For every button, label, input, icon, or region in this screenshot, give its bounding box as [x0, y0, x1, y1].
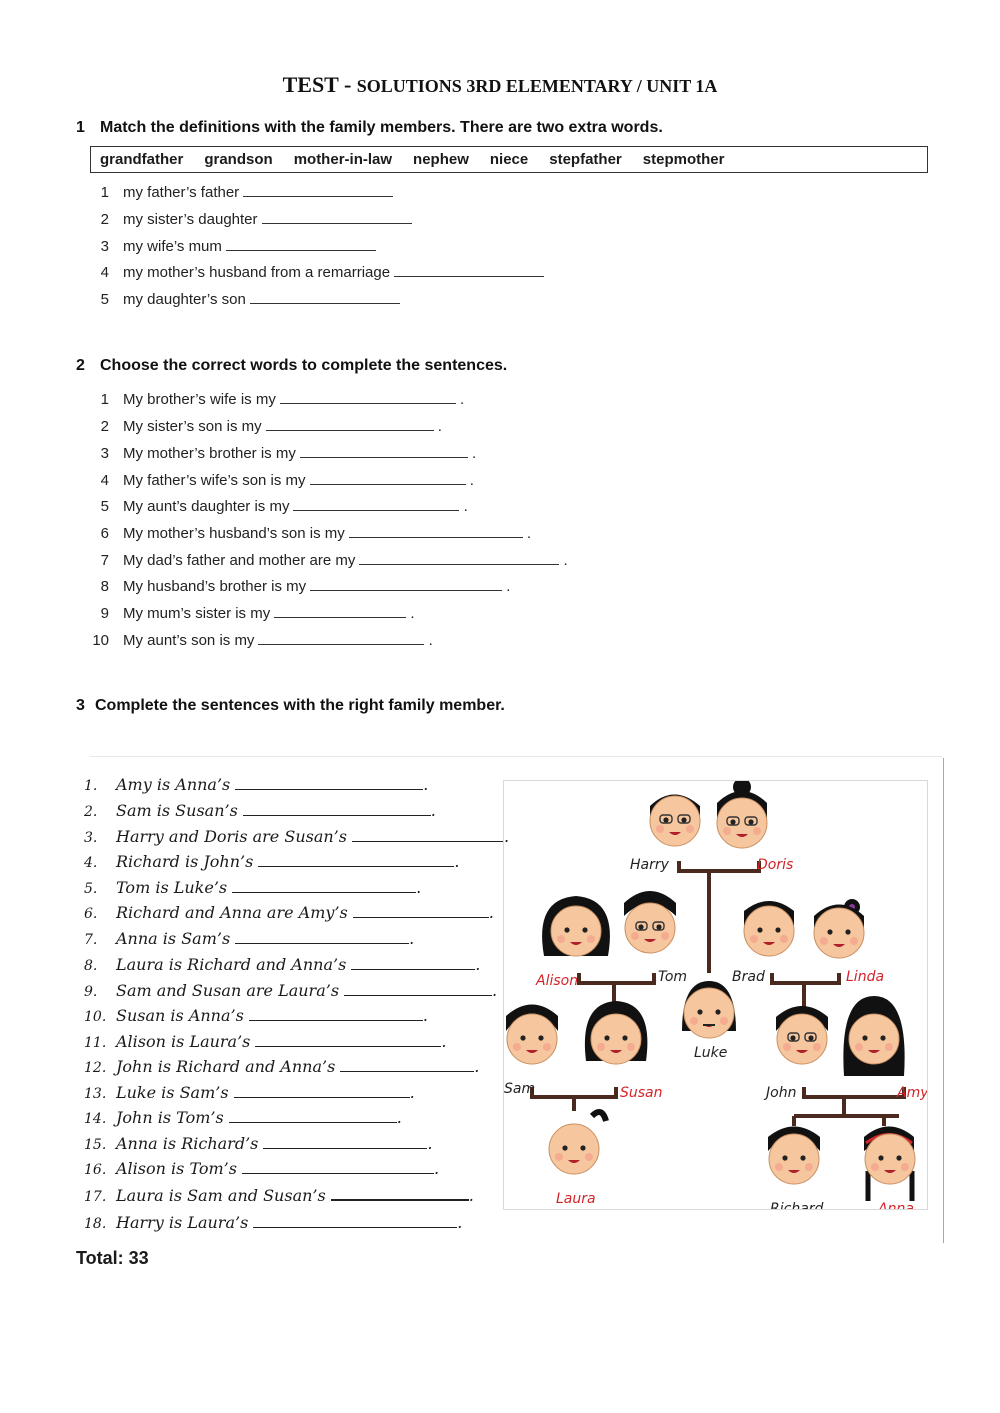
answer-blank[interactable]	[274, 605, 406, 618]
section2-number: 2	[76, 357, 85, 374]
section1-instruction: Match the definitions with the family members. There are two extra words.	[100, 119, 663, 136]
answer-blank[interactable]	[242, 1161, 434, 1174]
answer-blank[interactable]	[331, 1187, 469, 1201]
answer-blank[interactable]	[280, 391, 456, 404]
word-bank-item: grandson	[204, 151, 273, 168]
item-text: Anna is Richard’s	[116, 1134, 259, 1153]
item-number: 5	[100, 498, 109, 515]
title-sub: SOLUTIONS 3RD ELEMENTARY / UNIT 1A	[356, 76, 718, 96]
portrait-sam	[506, 1005, 558, 1065]
name-label: Susan	[620, 1085, 663, 1101]
item-number: 13.	[84, 1086, 107, 1102]
answer-blank[interactable]	[340, 1059, 474, 1072]
s3-item: 8. Laura is Richard and Anna’s .	[84, 955, 481, 974]
s3-item: 16. Alison is Tom’s .	[84, 1159, 440, 1178]
s3-item: 7. Anna is Sam’s .	[84, 929, 415, 948]
item-text: Laura is Richard and Anna’s	[116, 955, 347, 974]
item-number: 10	[92, 632, 109, 649]
word-bank-item: nephew	[413, 151, 469, 168]
word-bank-item: stepfather	[549, 151, 622, 168]
s2-item: 4 My father’s wife’s son is my .	[76, 472, 474, 489]
name-label: Amy	[897, 1085, 927, 1101]
item-number: 5.	[84, 881, 98, 897]
item-text: My mother’s brother is my	[123, 445, 296, 462]
name-label: Doris	[757, 857, 794, 873]
item-number: 14.	[84, 1111, 107, 1127]
item-text: Amy is Anna’s	[116, 775, 231, 794]
item-text: Sam is Susan’s	[116, 801, 238, 820]
word-bank-item: mother-in-law	[293, 151, 393, 168]
item-text: Luke is Sam’s	[116, 1083, 229, 1102]
item-text: Sam and Susan are Laura’s	[116, 981, 340, 1000]
s3-item: 9. Sam and Susan are Laura’s .	[84, 981, 498, 1000]
name-label: Harry	[630, 857, 669, 873]
answer-blank[interactable]	[263, 1136, 427, 1149]
item-number: 7	[100, 552, 109, 569]
word-bank-item: niece	[489, 151, 529, 168]
s3-item: 15. Anna is Richard’s .	[84, 1134, 433, 1153]
answer-blank[interactable]	[232, 880, 416, 893]
answer-blank[interactable]	[258, 854, 454, 867]
name-label: Linda	[846, 969, 885, 985]
item-number: 15.	[84, 1137, 107, 1153]
portrait-anna	[864, 1127, 915, 1202]
item-text: My father’s wife’s son is my	[123, 472, 306, 489]
item-number: 7.	[84, 932, 98, 948]
answer-blank[interactable]	[351, 957, 475, 970]
s3-item: 10. Susan is Anna’s .	[84, 1006, 428, 1025]
page-title	[0, 72, 1000, 98]
item-number: 11.	[84, 1035, 107, 1051]
s3-item: 17. Laura is Sam and Susan’s .	[84, 1186, 474, 1205]
item-number: 9.	[84, 984, 98, 1000]
item-text: my wife’s mum	[123, 238, 222, 255]
s2-item: 9 My mum’s sister is my .	[76, 605, 415, 622]
item-number: 2	[100, 418, 109, 435]
portrait-doris	[717, 781, 767, 848]
item-text: Susan is Anna’s	[116, 1006, 244, 1025]
s1-item	[76, 184, 393, 201]
item-text: my sister’s daughter	[123, 211, 258, 228]
item-number: 3	[100, 445, 109, 462]
answer-blank[interactable]	[349, 525, 523, 538]
name-label: Brad	[732, 969, 765, 985]
item-number: 12.	[84, 1060, 107, 1076]
answer-blank[interactable]	[258, 632, 424, 645]
word-bank	[90, 146, 928, 173]
name-label: Alison	[536, 973, 579, 989]
s3-item: 18. Harry is Laura’s .	[84, 1213, 463, 1232]
item-number: 16.	[84, 1162, 107, 1178]
s2-item: 8 My husband’s brother is my .	[76, 578, 510, 595]
answer-blank[interactable]	[253, 1215, 457, 1228]
portrait-john	[776, 1006, 828, 1064]
portrait-alison	[542, 896, 610, 956]
item-number: 2	[100, 211, 109, 228]
section1-heading	[76, 119, 663, 137]
s3-item: 5. Tom is Luke’s .	[84, 878, 422, 897]
s2-item: 1 My brother’s wife is my .	[76, 391, 464, 408]
s3-item: 12. John is Richard and Anna’s .	[84, 1057, 480, 1076]
s2-item: 7 My dad’s father and mother are my .	[76, 552, 568, 569]
word-bank-item: stepmother	[642, 151, 725, 168]
section3-heading	[76, 697, 505, 715]
item-text: Laura is Sam and Susan’s	[116, 1186, 326, 1205]
title-main: TEST -	[282, 72, 357, 97]
answer-blank[interactable]	[249, 1008, 423, 1021]
s2-item: 6 My mother’s husband’s son is my .	[76, 525, 531, 542]
section3-instruction: Complete the sentences with the right family member.	[95, 697, 505, 714]
answer-blank[interactable]	[250, 291, 400, 304]
family-tree	[504, 781, 927, 1209]
name-label: Laura	[556, 1191, 596, 1207]
s2-item: 10 My aunt’s son is my .	[76, 632, 433, 649]
item-number: 3.	[84, 830, 98, 846]
section1-number: 1	[76, 119, 85, 136]
s3-item: 13. Luke is Sam’s .	[84, 1083, 415, 1102]
answer-blank[interactable]	[235, 777, 423, 790]
item-number: 3	[100, 238, 109, 255]
s3-item: 3. Harry and Doris are Susan’s .	[84, 827, 510, 846]
s3-item: 6. Richard and Anna are Amy’s .	[84, 903, 494, 922]
family-tree-frame	[503, 780, 928, 1210]
item-text: My husband’s brother is my	[123, 578, 307, 595]
item-number: 17.	[84, 1189, 107, 1205]
total-score: Total: 33	[76, 1248, 149, 1268]
name-label: Sam	[504, 1081, 536, 1097]
name-label: Anna	[878, 1201, 914, 1209]
s1-item	[76, 291, 400, 308]
item-text: My aunt’s son is my	[123, 632, 255, 649]
s2-item: 3 My mother’s brother is my .	[76, 445, 476, 462]
item-text: my father’s father	[123, 184, 240, 201]
answer-blank[interactable]	[394, 264, 544, 277]
section2-heading	[76, 357, 507, 375]
item-text: my mother’s husband from a remarriage	[123, 264, 391, 281]
s1-item	[76, 238, 376, 255]
item-number: 5	[100, 291, 109, 308]
item-text: My brother’s wife is my	[123, 391, 276, 408]
s3-item: 1. Amy is Anna’s .	[84, 775, 429, 794]
item-text: Anna is Sam’s	[116, 929, 231, 948]
portrait-amy	[843, 996, 904, 1076]
portrait-richard	[768, 1127, 820, 1185]
answer-blank[interactable]	[352, 829, 504, 842]
portrait-linda	[814, 899, 864, 958]
answer-blank[interactable]	[266, 418, 434, 431]
portrait-tom	[624, 891, 676, 953]
item-number: 6	[100, 525, 109, 542]
s3-item: 2. Sam is Susan’s .	[84, 801, 436, 820]
answer-blank[interactable]	[359, 552, 559, 565]
item-text: Harry and Doris are Susan’s	[116, 827, 347, 846]
item-text: Richard is John’s	[116, 852, 254, 871]
divider	[90, 756, 942, 757]
answer-blank[interactable]	[255, 1034, 441, 1047]
answer-blank[interactable]	[262, 211, 412, 224]
item-text: My dad’s father and mother are my	[123, 552, 356, 569]
item-number: 6.	[84, 906, 98, 922]
item-text: My sister’s son is my	[123, 418, 262, 435]
item-number: 2.	[84, 804, 98, 820]
portrait-laura	[549, 1112, 606, 1174]
item-number: 1.	[84, 778, 98, 794]
name-label: John	[766, 1085, 797, 1101]
answer-blank[interactable]	[229, 1110, 397, 1123]
portrait-harry	[650, 795, 700, 847]
answer-blank[interactable]	[293, 498, 459, 511]
item-number: 9	[100, 605, 109, 622]
item-text: John is Richard and Anna’s	[116, 1057, 336, 1076]
answer-blank[interactable]	[234, 1085, 410, 1098]
item-number: 4.	[84, 855, 98, 871]
item-number: 1	[100, 391, 109, 408]
s1-item	[76, 264, 544, 281]
s2-item: 2 My sister’s son is my .	[76, 418, 442, 435]
item-text: Richard and Anna are Amy’s	[116, 903, 348, 922]
name-label: Richard	[770, 1201, 824, 1209]
item-number: 8	[100, 578, 109, 595]
item-text: Alison is Tom’s	[116, 1159, 237, 1178]
answer-blank[interactable]	[243, 184, 393, 197]
item-text: my daughter’s son	[123, 291, 246, 308]
section2-instruction: Choose the correct words to complete the sentences.	[100, 357, 508, 374]
item-number: 8.	[84, 958, 98, 974]
s3-item: 11. Alison is Laura’s .	[84, 1032, 447, 1051]
name-label: Tom	[658, 969, 688, 985]
item-text: Alison is Laura’s	[116, 1032, 251, 1051]
answer-blank[interactable]	[235, 931, 409, 944]
s1-item	[76, 211, 412, 228]
item-number: 4	[100, 472, 109, 489]
answer-blank[interactable]	[344, 983, 492, 996]
item-text: Tom is Luke’s	[116, 878, 228, 897]
answer-blank[interactable]	[300, 445, 468, 458]
divider	[943, 758, 944, 1243]
item-text: My aunt’s daughter is my	[123, 498, 290, 515]
item-text: Harry is Laura’s	[116, 1213, 249, 1232]
portrait-brad	[744, 901, 794, 956]
item-text: John is Tom’s	[116, 1108, 224, 1127]
s3-item: 14. John is Tom’s .	[84, 1108, 402, 1127]
answer-blank[interactable]	[353, 905, 489, 918]
answer-blank[interactable]	[226, 238, 376, 251]
s3-item: 4. Richard is John’s .	[84, 852, 460, 871]
item-number: 4	[100, 264, 109, 281]
item-text: My mum’s sister is my	[123, 605, 271, 622]
item-number: 18.	[84, 1216, 107, 1232]
answer-blank[interactable]	[243, 803, 431, 816]
word-bank-item: grandfather	[100, 151, 184, 168]
name-label: Luke	[694, 1045, 728, 1061]
item-text: My mother’s husband’s son is my	[123, 525, 345, 542]
portrait-susan	[585, 1001, 648, 1064]
answer-blank[interactable]	[310, 472, 466, 485]
item-number: 10.	[84, 1009, 107, 1025]
portrait-luke	[682, 981, 736, 1038]
answer-blank[interactable]	[310, 578, 502, 591]
item-number: 1	[100, 184, 109, 201]
section3-number: 3	[76, 697, 85, 714]
s2-item: 5 My aunt’s daughter is my .	[76, 498, 468, 515]
